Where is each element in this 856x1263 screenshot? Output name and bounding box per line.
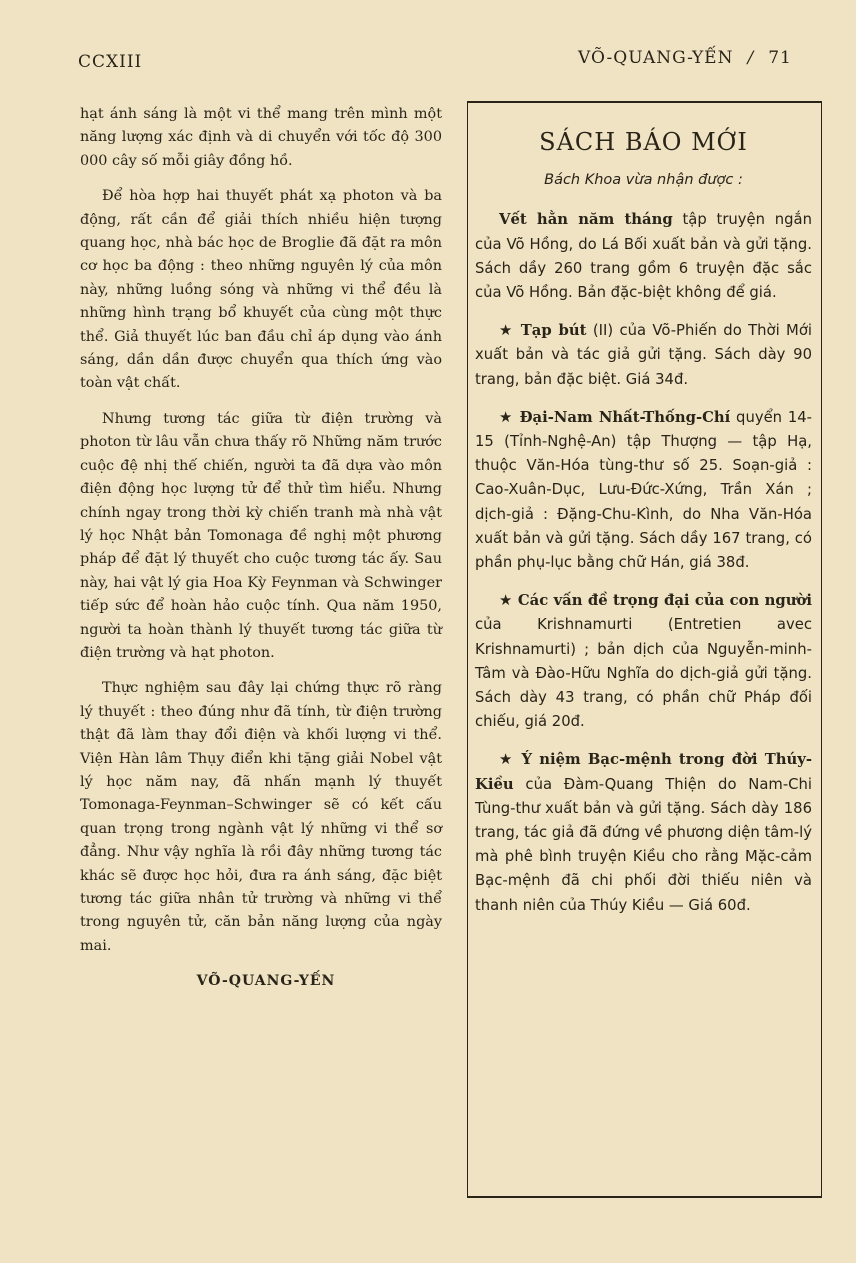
article-column bbox=[80, 103, 442, 994]
book-entry bbox=[475, 406, 812, 575]
star-icon: ★ bbox=[499, 408, 520, 426]
page-number: 71 bbox=[768, 48, 792, 68]
new-books-box bbox=[475, 124, 812, 932]
book-entry bbox=[475, 589, 812, 734]
book-description: của Krishnamurti (Entretien avec Krishnamurti) ; bản dịch của Nguyễn-minh-Tâm và Đào-Hữu Nghĩa do dịch-giả gửi tặng. Sách dày 43 trang, có phần chữ Pháp đối chiếu, giá 20đ. bbox=[475, 616, 812, 731]
book-description: (II) của Võ-Phiến do Thời Mới xuất bản và tác giả gửi tặng. Sách dày 90 trang, bản đặc biệt. Giá 34đ. bbox=[475, 322, 812, 388]
book-title: Các vấn đề trọng đại của con người bbox=[517, 592, 812, 610]
book-description: quyển 14-15 (Tỉnh-Nghệ-An) tập Thượng — tập Hạ, thuộc Văn-Hóa tùng-thư số 25. Soạn-giả : Cao-Xuân-Dục, Lưu-Đức-Xứng, Trần Xán ; dịch-giả : Đặng-Chu-Kình, do Nha Văn-Hóa xuất bản và gửi tặng. Sách dầy 167 trang, có phần phụ-lục bằng chữ Hán, giá 38đ. bbox=[475, 408, 812, 572]
article-paragraph: Thực nghiệm sau đây lại chứng thực rõ ràng lý thuyết : theo đúng như đã tính, từ điện trường thật đã làm thay đổi điện và khối lượng vi thể. Viện Hàn lâm Thụy điển khi tặng giải Nobel vật lý học năm nay, đã nhấn mạnh lý thuyết Tomonaga-Feynman–Schwinger sẽ có kết cấu quan trọng trong ngành vật lý những vi thể sơ đẳng. Như vậy nghĩa là rồi đây những tương tác khác sẽ được học hỏi, đưa ra ánh sáng, đặc biệt tương tác giữa nhân tử trường và những vi thể trong nguyên tử, căn bản năng lượng của ngày mai. bbox=[80, 680, 442, 954]
article-paragraph: Nhưng tương tác giữa từ điện trường và photon từ lâu vẫn chưa thấy rõ Những năm trước cuộc đệ nhị thế chiến, người ta đã dựa vào môn điện động học lượng tử để thử tìm hiểu. Nhưng chính ngay trong thời kỳ chiến tranh mà nhà vật lý học Nhật bản Tomonaga đề nghị một phương pháp để đặt lý thuyết cho cuộc tương tác ấy. Sau này, hai vật lý gia Hoa Kỳ Feynman và Schwinger tiếp sức để hoàn hảo cuộc tính. Qua năm 1950, người ta hoàn thành lý thuyết tương tác giữa từ điện trường và hạt photon. bbox=[80, 410, 442, 661]
star-icon: ★ bbox=[499, 751, 522, 769]
box-title: SÁCH BÁO MỚI bbox=[539, 128, 748, 156]
book-title: Vết hằn năm tháng bbox=[499, 211, 673, 229]
book-title: Ý niệm Bạc-mệnh trong đời Thúy-Kiều bbox=[475, 751, 812, 793]
header-author: VÕ-QUANG-YẾN bbox=[578, 48, 734, 68]
star-icon: ★ bbox=[499, 322, 521, 340]
book-description: của Đàm-Quang Thiện do Nam-Chi Tùng-thư xuất bản và gửi tặng. Sách dày 186 trang, tác giả đã đứng về phương diện tâm-lý mà phê bình truyện Kiều cho rằng Mặc-cảm Bạc-mệnh đã chi phối đời thiếu niên và thanh niên của Thúy Kiều — Giá 60đ. bbox=[475, 775, 812, 914]
article-paragraph: hạt ánh sáng là một vi thể mang trên mình một năng lượng xác định và di chuyển với tốc độ 300 000 cây số mỗi giây đồng hồ. bbox=[80, 106, 442, 169]
star-icon: ★ bbox=[499, 592, 518, 610]
running-header bbox=[578, 48, 792, 68]
book-entry bbox=[475, 748, 812, 917]
article-paragraph: Để hòa hợp hai thuyết phát xạ photon và ba động, rất cần để giải thích nhiều hiện tượng quang học, nhà bác học de Broglie đã đặt ra môn cơ học ba động : theo những nguyên lý của môn này, những luồng sóng và những vi thể đều là những hình trạng bổ khuyết của cùng một thực thể. Giả thuyết lúc ban đầu chỉ áp dụng vào ánh sáng, dần dần được chuyển qua thích ứng vào toàn vật chất. bbox=[80, 188, 442, 392]
box-subtitle: Bách Khoa vừa nhận được : bbox=[544, 172, 743, 189]
section-number: CCXIII bbox=[78, 52, 143, 72]
book-entry bbox=[475, 208, 812, 305]
article-signature: VÕ-QUANG-YẾN bbox=[196, 973, 336, 990]
book-entry bbox=[475, 319, 812, 392]
book-title: Đại-Nam Nhất-Thống-Chí bbox=[519, 408, 731, 426]
book-title: Tạp bút bbox=[520, 322, 587, 340]
book-description: tập truyện ngắn của Võ Hồng, do Lá Bối xuất bản và gửi tặng. Sách dầy 260 trang gồm 6 truyện đặc sắc của Võ Hồng. Bản đặc-biệt không để giá. bbox=[475, 211, 813, 302]
header-separator: / bbox=[747, 48, 755, 68]
